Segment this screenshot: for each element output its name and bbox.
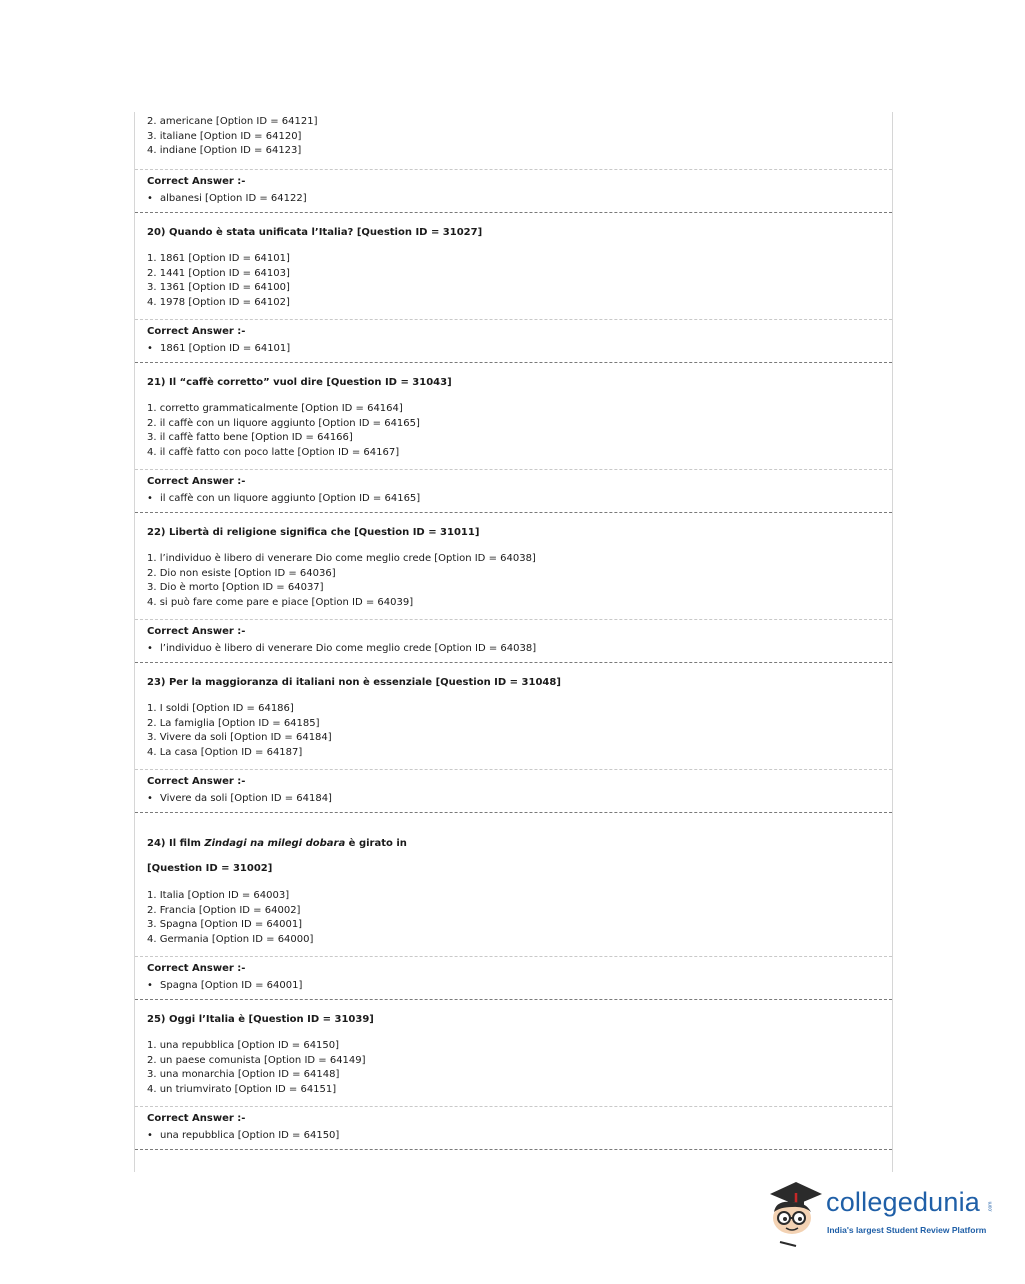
correct-answer-section (135, 320, 892, 363)
question-title (135, 813, 892, 885)
option: 3. una monarchia [Option ID = 64148] (147, 1069, 340, 1081)
option: 2. Dio non esiste [Option ID = 64036] (147, 567, 336, 579)
bullet: • (147, 343, 153, 354)
option: 2. La famiglia [Option ID = 64185] (147, 717, 320, 729)
option: 4. indiane [Option ID = 64123] (147, 145, 302, 157)
option: 3. italiane [Option ID = 64120] (147, 130, 302, 142)
question-id: [Question ID = 31002] (147, 863, 273, 874)
question-text: 23) Per la maggioranza di italiani non è essenziale [Question ID = 31048] (147, 677, 561, 688)
question-title (135, 213, 892, 248)
options-list (135, 885, 892, 957)
option: 3. Vivere da soli [Option ID = 64184] (147, 732, 332, 744)
options-list (135, 698, 892, 770)
option: 1. I soldi [Option ID = 64186] (147, 703, 294, 714)
correct-answer-text: una repubblica [Option ID = 64150] (160, 1130, 340, 1141)
option: 1. corretto grammaticalmente [Option ID = 64164] (147, 403, 403, 414)
bullet: • (147, 793, 153, 804)
options-list (135, 248, 892, 320)
correct-answer-text: 1861 [Option ID = 64101] (160, 343, 291, 354)
question-text: 22) Libertà di religione significa che [Question ID = 31011] (147, 527, 480, 538)
option: 3. il caffè fatto bene [Option ID = 64166] (147, 432, 353, 444)
correct-answer-label: Correct Answer :- (147, 326, 246, 337)
options-list (135, 398, 892, 470)
option: 4. La casa [Option ID = 64187] (147, 746, 303, 758)
mascot-icon (766, 1176, 828, 1248)
brand-name: collegedunia (826, 1187, 981, 1217)
correct-answer (147, 342, 892, 356)
question-text: 20) Quando è stata unificata l’Italia? [Question ID = 31027] (147, 227, 483, 238)
option: 4. Germania [Option ID = 64000] (147, 933, 314, 945)
correct-answer (147, 492, 892, 506)
question-title (135, 663, 892, 698)
question-title (135, 363, 892, 398)
bullet: • (147, 193, 153, 204)
document-page (134, 112, 893, 1172)
option: 4. un triumvirato [Option ID = 64151] (147, 1083, 337, 1095)
brand-tagline: India's largest Student Review Platform (827, 1225, 987, 1235)
options-list (135, 112, 892, 170)
option: 1. l’individuo è libero di venerare Dio come meglio crede [Option ID = 64038] (147, 553, 536, 564)
correct-answer-section (135, 170, 892, 213)
correct-answer (147, 792, 892, 806)
option: 2. americane [Option ID = 64121] (147, 116, 318, 127)
option: 2. il caffè con un liquore aggiunto [Option ID = 64165] (147, 417, 420, 429)
option: 3. Spagna [Option ID = 64001] (147, 919, 303, 931)
question-title (135, 1000, 892, 1035)
option: 1. Italia [Option ID = 64003] (147, 890, 290, 901)
option: 3. Dio è morto [Option ID = 64037] (147, 582, 324, 594)
option: 2. Francia [Option ID = 64002] (147, 904, 301, 916)
correct-answer-section (135, 1107, 892, 1150)
correct-answer-text: Spagna [Option ID = 64001] (160, 980, 303, 991)
option: 1. una repubblica [Option ID = 64150] (147, 1040, 340, 1051)
correct-answer (147, 642, 892, 656)
correct-answer-text: l’individuo è libero di venerare Dio come meglio crede [Option ID = 64038] (160, 643, 537, 654)
option: 4. il caffè fatto con poco latte [Option ID = 64167] (147, 446, 400, 458)
bullet: • (147, 643, 153, 654)
correct-answer (147, 192, 892, 206)
option: 2. un paese comunista [Option ID = 64149] (147, 1054, 366, 1066)
option: 2. 1441 [Option ID = 64103] (147, 267, 290, 279)
question-text: 25) Oggi l’Italia è [Question ID = 31039] (147, 1014, 374, 1025)
bullet: • (147, 980, 153, 991)
option: 3. 1361 [Option ID = 64100] (147, 282, 290, 294)
correct-answer-section (135, 470, 892, 513)
option: 4. 1978 [Option ID = 64102] (147, 296, 290, 308)
correct-answer-text: il caffè con un liquore aggiunto [Option ID = 64165] (160, 493, 421, 504)
correct-answer-section (135, 620, 892, 663)
correct-answer (147, 979, 892, 993)
bullet: • (147, 1130, 153, 1141)
option: 1. 1861 [Option ID = 64101] (147, 253, 290, 264)
options-list (135, 548, 892, 620)
correct-answer-label: Correct Answer :- (147, 176, 246, 187)
question-text: 24) Il film Zindagi na milegi dobara è girato in (147, 838, 407, 849)
correct-answer-label: Correct Answer :- (147, 476, 246, 487)
brand-suffix: .com (987, 1201, 994, 1213)
bullet: • (147, 493, 153, 504)
film-title: Zindagi na milegi dobara (204, 838, 346, 849)
correct-answer-label: Correct Answer :- (147, 776, 246, 787)
correct-answer (147, 1129, 892, 1143)
correct-answer-text: Vivere da soli [Option ID = 64184] (160, 793, 332, 804)
correct-answer-label: Correct Answer :- (147, 963, 246, 974)
question-text: 21) Il “caffè corretto” vuol dire [Question ID = 31043] (147, 377, 452, 388)
options-list (135, 1035, 892, 1107)
correct-answer-label: Correct Answer :- (147, 1113, 246, 1124)
correct-answer-section (135, 770, 892, 813)
correct-answer-text: albanesi [Option ID = 64122] (160, 193, 307, 204)
option: 4. si può fare come pare e piace [Option ID = 64039] (147, 596, 414, 608)
question-title (135, 513, 892, 548)
correct-answer-section (135, 957, 892, 1000)
collegedunia-logo[interactable] (766, 1176, 996, 1251)
correct-answer-label: Correct Answer :- (147, 626, 246, 637)
